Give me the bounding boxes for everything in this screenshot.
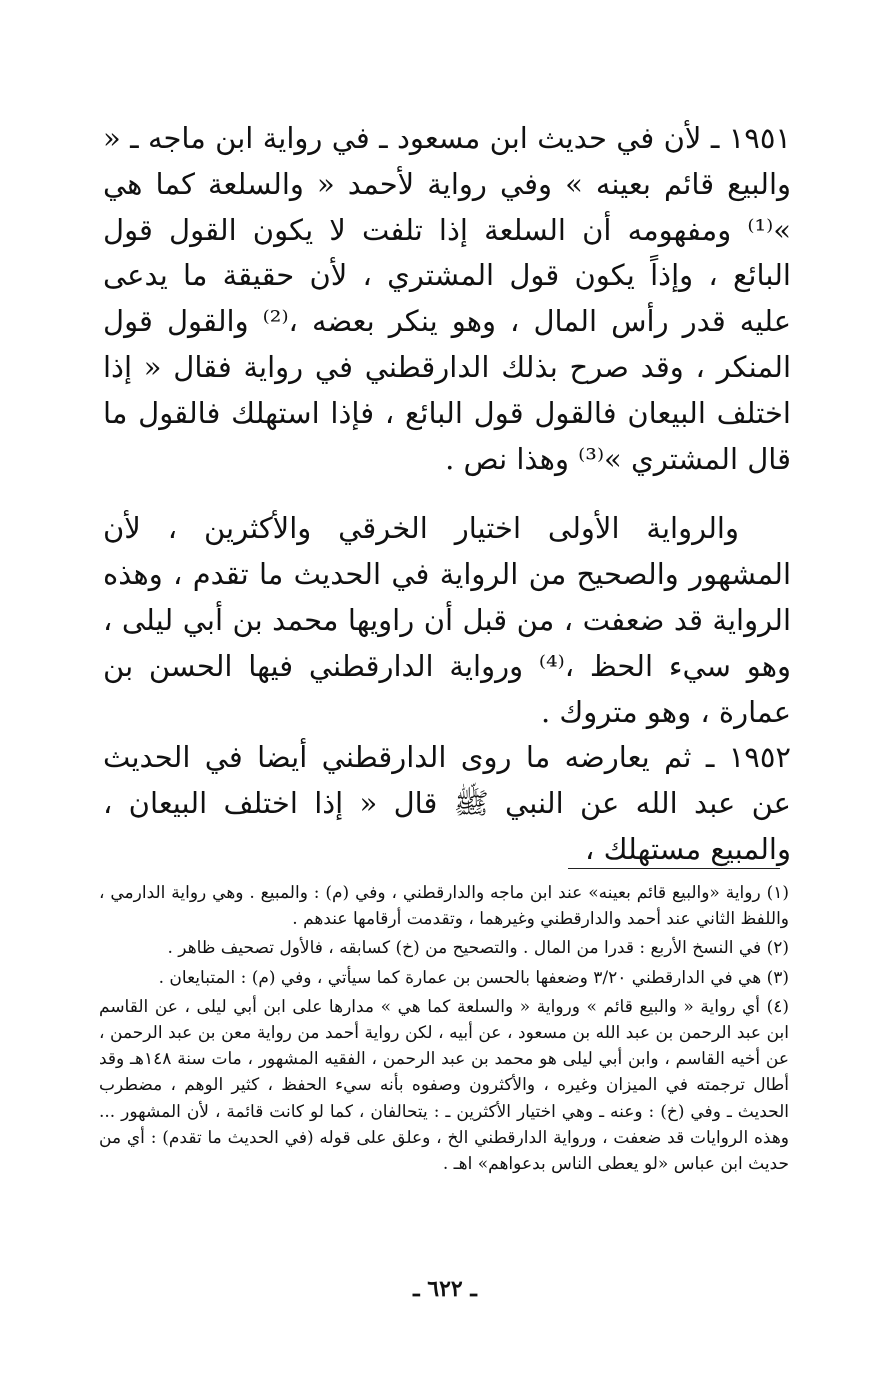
footnote-separator xyxy=(568,868,780,869)
footnote-4: (٤) أي رواية « والبيع قائم » ورواية « والسلعة كما هي » مدارها على ابن أبي ليلى ، عن القاسم ابن عبد الرحمن بن عبد الله بن مسعود ، عن أبيه ، لكن رواية أحمد من رواية معن بن عبد الرحمن ، عن أخيه القاسم ، وابن أبي ليلى هو محمد بن عبد الرحمن ، الفقيه المشهور ، مات سنة ١٤٨هـ وقد أطال ترجمته في الميزان وغيره ، والأكثرون وصفوه بأنه سيء الحفظ ، كثير الوهم ، مضطرب الحديث ـ وفي (خ) : وعنه ـ وهي اختيار الأكثرين ـ : يتحالفان ، كما لو كانت قائمة ، لأن المشهور ... وهذه الروايات قد ضعفت ، ورواية الدارقطني الخ ، وعلق على قوله (في الحديث ما تقدم) : أي من حديث ابن عباس «لو يعطى الناس بدعواهم» اهـ . xyxy=(99,996,789,1175)
footnote-2: (٢) في النسخ الأربع : قدرا من المال . والتصحيح من (خ) كسابقه ، فالأول تصحيف ظاهر . xyxy=(167,938,789,959)
footnotes-block xyxy=(99,880,789,1180)
footnote-3: (٣) هي في الدارقطني ٣/٢٠ وضعفها بالحسن بن عمارة كما سيأتي ، وفي (م) : المتبايعان . xyxy=(158,967,789,988)
paragraph-preferred-narration: والرواية الأولى اختيار الخرقي والأكثرين ، لأن المشهور والصحيح من الرواية في الحديث ما تقدم ، وهذه الرواية قد ضعفت ، من قبل أن راويها محمد بن أبي ليلى ، وهو سيء الحظ ،⁽⁴⁾ ورواية الدارقطني فيها الحسن بن عمارة ، وهو متروك . xyxy=(103,511,791,729)
paragraph-1952: ١٩٥٢ ـ ثم يعارضه ما روى الدارقطني أيضا في الحديث عن عبد الله عن النبي ﷺ قال « إذا اختلف البيعان ، والمبيع مستهلك ، xyxy=(103,740,791,866)
footnote-1: (١) رواية «والبيع قائم بعينه» عند ابن ماجه والدارقطني ، وفي (م) : والمبيع . وهي رواية الدارمي ، واللفظ الثاني عند أحمد والدارقطني وغيرهما ، وتقدمت أرقامها عندهم . xyxy=(99,883,789,930)
paragraph-1951: ١٩٥١ ـ لأن في حديث ابن مسعود ـ في رواية ابن ماجه ـ « والبيع قائم بعينه » وفي رواية لأحمد « والسلعة كما هي »⁽¹⁾ ومفهومه أن السلعة إذا تلفت لا يكون القول قول البائع ، وإذاً يكون قول المشتري ، لأن حقيقة ما يدعى عليه قدر رأس المال ، وهو ينكر بعضه ،⁽²⁾ والقول قول المنكر ، وقد صرح بذلك الدارقطني في رواية فقال « إذا اختلف البيعان فالقول قول البائع ، فإذا استهلك فالقول ما قال المشتري »⁽³⁾ وهذا نص . xyxy=(103,121,791,476)
main-text-block xyxy=(103,116,791,873)
page-number: ـ ٦٢٢ ـ xyxy=(413,1276,477,1302)
